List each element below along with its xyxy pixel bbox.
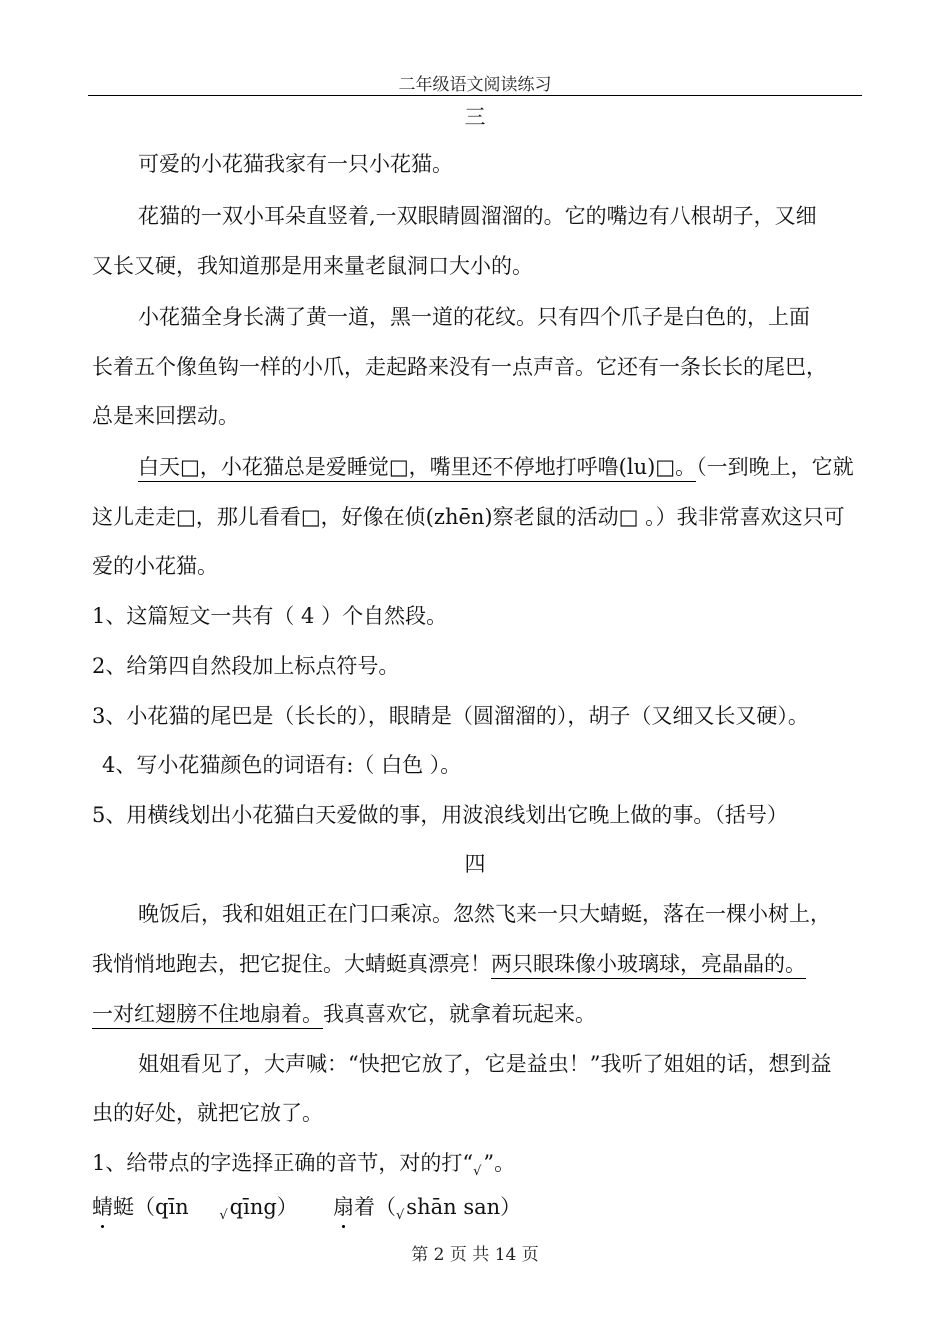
underlined-wings-sentence: 一对红翅膀不住地扇着。 [92, 1002, 323, 1029]
section-heading-3: 三 [464, 105, 486, 129]
s4-option-2 [333, 1193, 521, 1225]
s4-p1-line2-start: 我悄悄地跑去，把它捉住。大蜻蜓真漂亮！ [92, 952, 491, 976]
s3-paragraph-3-line-3: 总是来回摆动。 [92, 404, 239, 428]
s4-option-1 [92, 1193, 298, 1225]
section-heading-4: 四 [464, 852, 486, 876]
check-mark-icon: √ [396, 1208, 405, 1223]
underlined-eyes-sentence: 两只眼珠像小玻璃球，亮晶晶的。 [491, 952, 806, 979]
option-1-b: qīng） [229, 1195, 298, 1219]
dotted-char-qing: 蜻 [92, 1195, 113, 1219]
option-1-a: 蜓（qīn [113, 1195, 189, 1219]
header-rule [88, 95, 862, 96]
s4-paragraph-2-line-2: 虫的好处，就把它放了。 [92, 1101, 323, 1125]
s3-paragraph-2-line-2: 又长又硬，我知道那是用来量老鼠洞口大小的。 [92, 254, 533, 278]
s3-paragraph-4-line-2: 这儿走走□，那儿看看□，好像在侦(zhēn)察老鼠的活动□ 。）我非常喜欢这只可 [92, 505, 845, 529]
s4-question-1-end: ”。 [483, 1151, 516, 1175]
s4-question-1 [92, 1149, 515, 1181]
s3-paragraph-1: 可爱的小花猫我家有一只小花猫。 [138, 152, 453, 176]
s3-paragraph-4-line-3: 爱的小花猫。 [92, 554, 218, 578]
option-2-b: shān san） [406, 1195, 522, 1219]
s4-paragraph-2-line-1: 姐姐看见了，大声喊：“快把它放了，它是益虫！”我听了姐姐的话，想到益 [138, 1052, 832, 1076]
option-2-a: 着（ [354, 1195, 396, 1219]
s3-question-1: 1、这篇短文一共有（ 4 ）个自然段。 [92, 604, 448, 628]
page-footer: 第 2 页 共 14 页 [411, 1245, 539, 1265]
dotted-char-shan: 扇 [333, 1195, 354, 1219]
s4-paragraph-1-line-2 [92, 950, 806, 978]
s3-paragraph-3-line-2: 长着五个像鱼钩一样的小爪，走起路来没有一点声音。它还有一条长长的尾巴， [92, 355, 827, 379]
s3-paragraph-2-line-1: 花猫的一双小耳朵直竖着,一双眼睛圆溜溜的。它的嘴边有八根胡子，又细 [138, 204, 817, 228]
s3-paragraph-4-line-1 [138, 453, 854, 481]
s4-paragraph-1-line-3 [92, 1000, 596, 1028]
s3-paragraph-3-line-1: 小花猫全身长满了黄一道，黑一道的花纹。只有四个爪子是白色的，上面 [138, 305, 810, 329]
s4-question-1-text: 1、给带点的字选择正确的音节，对的打“ [92, 1151, 474, 1175]
underlined-day-sentence: 白天□，小花猫总是爱睡觉□，嘴里还不停地打呼噜(lu)□。 [138, 455, 696, 482]
s3-p4-line1-rest: （一到晚上，它就 [696, 455, 854, 479]
s3-question-5: 5、用横线划出小花猫白天爱做的事，用波浪线划出它晚上做的事。（括号） [92, 803, 788, 827]
s4-paragraph-1-line-1: 晚饭后，我和姐姐正在门口乘凉。忽然飞来一只大蜻蜓，落在一棵小树上， [138, 902, 831, 926]
check-mark-icon: √ [473, 1164, 482, 1179]
check-mark-icon: √ [219, 1208, 228, 1223]
s3-question-2: 2、给第四自然段加上标点符号。 [92, 654, 400, 678]
page-header-title: 二年级语文阅读练习 [398, 75, 552, 95]
s3-question-3: 3、小花猫的尾巴是（长长的），眼睛是（圆溜溜的），胡子（又细又长又硬）。 [92, 704, 809, 728]
s4-p1-line3-rest: 我真喜欢它，就拿着玩起来。 [323, 1002, 596, 1026]
s3-question-4: 4、写小花猫颜色的词语有:（ 白色 ）。 [102, 753, 462, 777]
